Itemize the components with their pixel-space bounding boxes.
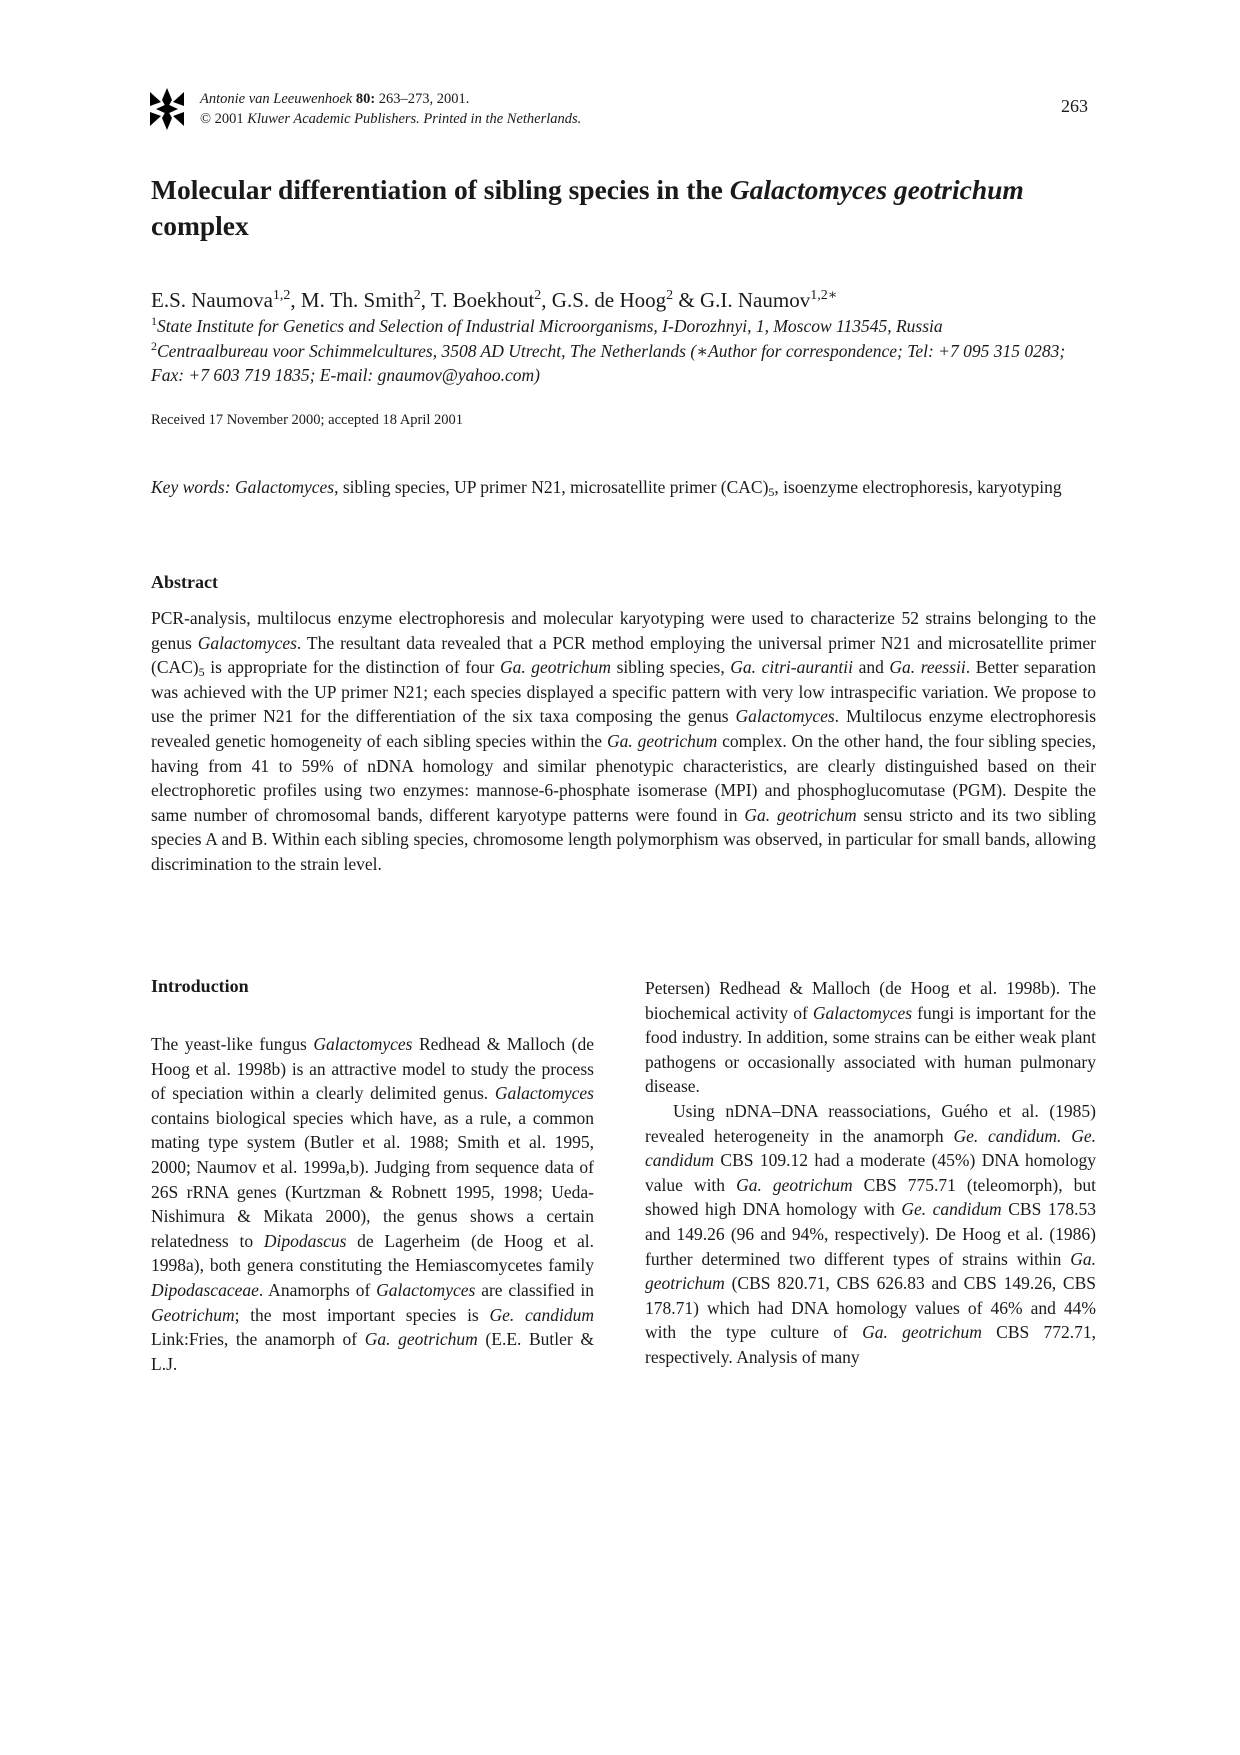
italic-term: Dipodascaceae xyxy=(151,1279,259,1300)
keyword-italic: Galactomyces xyxy=(234,477,335,497)
text-run: The yeast-like fungus xyxy=(151,1034,314,1054)
journal-citation xyxy=(200,89,760,129)
italic-term: Ga. citri-aurantii xyxy=(730,657,853,678)
keywords-subscript: 5 xyxy=(768,485,775,499)
publisher-logo-icon xyxy=(150,88,184,130)
text-run: ; the most important species is xyxy=(234,1304,490,1325)
publisher-name: Kluwer Academic Publishers. xyxy=(247,111,420,127)
introduction-heading: Introduction xyxy=(151,976,249,996)
abstract-paragraph xyxy=(151,606,1096,877)
author: M. Th. Smith xyxy=(300,288,414,312)
keywords-label: Key words: xyxy=(151,477,235,497)
text-run: Petersen) Redhead & Malloch (de Hoog et al. 1998b). The biochemical activity of xyxy=(645,978,1096,1023)
copyright-year: © 2001 xyxy=(200,111,244,127)
text-run: Redhead & Malloch (de Hoog et al. 1998b) is an attractive model to study the process of speciation within a clearly delimited genus. xyxy=(151,1034,594,1104)
author-affiliation-mark: 2 xyxy=(666,288,674,303)
text-run: . Anamorphs of xyxy=(258,1279,377,1300)
introduction-left-column xyxy=(151,1032,594,1376)
italic-term: Ge. candidum xyxy=(489,1304,594,1325)
text-run: contains biological species which have, as a rule, a common mating type system (Butler et al. 1988; Smith et al. 1995, 2000; Naumov et al. 1999a,b). Judging from sequence data of 26S rRNA genes (Kurtzman & Robnett 1995, 1998; Ueda-Nishimura & Mikata 2000), the genus shows a certain relatedness to xyxy=(151,1107,594,1251)
text-run: and xyxy=(853,657,890,678)
text-run: Link:Fries, the anamorph of xyxy=(151,1329,365,1350)
author: G.I. Naumov xyxy=(699,288,811,312)
journal-pages: 263–273, 2001. xyxy=(378,91,470,107)
affiliation-1 xyxy=(151,314,1096,339)
text-run: sensu stricto and its two sibling species A and B. Within each sibling species, chromosome length polymorphism was observed, in particular for small bands, allowing discrimination to the strain level. xyxy=(151,804,1096,874)
author-separator: , xyxy=(290,288,301,312)
title-part-1: Molecular differentiation of sibling species in the xyxy=(151,174,730,205)
author-affiliation-mark: 1,2 xyxy=(272,288,291,303)
italic-term: Ga. reessii xyxy=(889,657,966,678)
italic-term: Ga. geotrichum xyxy=(645,1248,1096,1294)
journal-volume: 80: xyxy=(355,91,376,107)
subscript: 5 xyxy=(198,665,205,680)
introduction-paragraph-1-continued xyxy=(645,976,1096,1099)
received-date: Received 17 November 2000; accepted 18 April 2001 xyxy=(151,412,464,428)
italic-term: Dipodascus xyxy=(263,1230,347,1251)
affiliation-mark: 2 xyxy=(151,338,157,353)
text-run: . The resultant data revealed that a PCR method employing the universal primer N21 and microsatellite primer (CAC) xyxy=(151,632,1096,678)
text-run: . Better separation was achieved with the UP primer N21; each species displayed a specific pattern with very low intraspecific variation. We propose to use the primer N21 for the differentiation of the six taxa composing the genus xyxy=(151,657,1096,727)
journal-name: Antonie van Leeuwenhoek xyxy=(200,91,353,107)
keywords xyxy=(151,475,1096,500)
page-number: 263 xyxy=(1061,96,1088,116)
author: E.S. Naumova xyxy=(151,288,273,312)
paper-title xyxy=(151,172,1096,244)
keywords-text: , sibling species, UP primer N21, microsatellite primer (CAC) xyxy=(334,477,769,497)
author-affiliation-mark: 2 xyxy=(534,288,542,303)
text-run: PCR-analysis, multilocus enzyme electrophoresis and molecular karyotyping were used to characterize 52 strains belonging to the genus xyxy=(151,608,1096,653)
text-run: de Lagerheim (de Hoog et al. 1998a), both genera constituting the Hemiascomycetes family xyxy=(151,1230,594,1276)
italic-term: Ga. geotrichum xyxy=(364,1329,478,1350)
introduction-right-column xyxy=(645,976,1096,1370)
affiliation-text: State Institute for Genetics and Selection of Industrial Microorganisms, I-Dorozhnyi, 1, Moscow 113545, Russia xyxy=(157,316,943,336)
text-run: complex. On the other hand, the four sibling species, having from 41 to 59% of nDNA homology and similar phenotypic characteristics, are clearly distinguished based on their electrophoretic profiles using two enzymes: mannose-6-phosphate isomerase (MPI) and phosphoglucomutase (PGM). Despite the same number of chromosomal bands, different karyotype patterns were found in xyxy=(151,730,1096,825)
italic-term: Galactomyces xyxy=(812,1002,913,1023)
author-separator: , xyxy=(541,288,552,312)
author-separator: , xyxy=(420,288,431,312)
author: T. Boekhout xyxy=(430,288,535,312)
italic-term: Ge. candidum. Ge. candidum xyxy=(645,1125,1096,1171)
italic-term: Ga. geotrichum xyxy=(499,657,611,678)
affiliation-text: Centraalbureau voor Schimmelcultures, 3508 AD Utrecht, The Netherlands (∗Author for correspondence; Tel: +7 095 315 0283; Fax: +7 603 719 1835; E-mail: gnaumov@yahoo.com) xyxy=(151,340,1066,385)
italic-term: Geotrichum xyxy=(151,1304,235,1325)
author-affiliation-mark: 2 xyxy=(413,288,421,303)
author: G.S. de Hoog xyxy=(551,288,667,312)
printed-note: Printed in the Netherlands. xyxy=(423,111,582,127)
italic-term: Ga. geotrichum xyxy=(606,730,718,751)
author-list xyxy=(151,286,1096,314)
text-run: CBS 775.71 (teleomorph), but showed high DNA homology with xyxy=(645,1174,1096,1220)
text-run: sibling species, xyxy=(611,657,731,678)
text-run: (E.E. Butler & L.J. xyxy=(151,1329,594,1374)
title-italic: Galactomyces geotrichum xyxy=(729,174,1024,205)
text-run: (CBS 820.71, CBS 626.83 and CBS 149.26, CBS 178.71) which had DNA homology values of 46% and 44% with the type culture of xyxy=(645,1273,1096,1343)
introduction-paragraph-2 xyxy=(645,1099,1096,1370)
italic-term: Ga. geotrichum xyxy=(744,804,857,825)
affiliations xyxy=(151,314,1096,388)
italic-term: Galactomyces xyxy=(376,1279,476,1300)
title-part-2: complex xyxy=(151,210,249,241)
introduction-paragraph-1 xyxy=(151,1032,594,1376)
abstract-body xyxy=(151,606,1096,877)
author-affiliation-mark: 1,2∗ xyxy=(810,288,838,303)
text-run: CBS 772.71, respectively. Analysis of many xyxy=(645,1322,1096,1367)
text-run: fungi is important for the food industry. In addition, some strains can be either weak plant pathogens or occasionally associated with human pulmonary disease. xyxy=(645,1002,1096,1097)
abstract-heading: Abstract xyxy=(151,572,218,592)
italic-term: Ga. geotrichum xyxy=(736,1174,853,1195)
italic-term: Galactomyces xyxy=(735,706,835,727)
text-run: CBS 109.12 had a moderate (45%) DNA homology value with xyxy=(645,1150,1096,1195)
italic-term: Galactomyces xyxy=(494,1083,594,1104)
affiliation-mark: 1 xyxy=(151,314,157,328)
italic-term: Galactomyces xyxy=(313,1034,413,1054)
italic-term: Ge. candidum xyxy=(901,1199,1002,1220)
italic-term: Galactomyces xyxy=(197,632,297,653)
text-run: CBS 178.53 and 149.26 (96 and 94%, respectively). De Hoog et al. (1986) further determined two different types of strains within xyxy=(645,1199,1096,1269)
keywords-text-end: , isoenzyme electrophoresis, karyotyping xyxy=(774,477,1062,497)
italic-term: Ga. geotrichum xyxy=(862,1322,982,1343)
text-run: . Multilocus enzyme electrophoresis revealed genetic homogeneity of each sibling species within the xyxy=(151,706,1096,751)
text-run: are classified in xyxy=(475,1279,594,1300)
author-separator: & xyxy=(673,288,700,312)
affiliation-2 xyxy=(151,339,1096,388)
text-run: is appropriate for the distinction of four xyxy=(204,657,500,678)
text-run: Using nDNA–DNA reassociations, Guého et al. (1985) revealed heterogeneity in the anamorph xyxy=(645,1100,1096,1146)
